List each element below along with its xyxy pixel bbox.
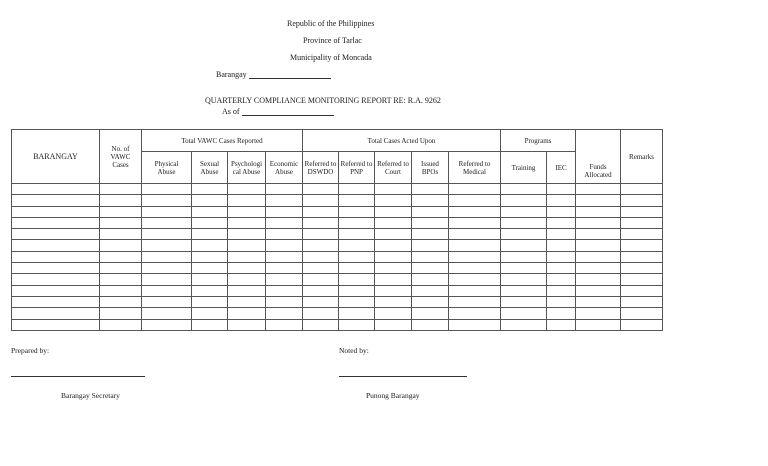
table-cell[interactable]: [142, 184, 192, 195]
table-cell[interactable]: [303, 274, 339, 285]
table-cell[interactable]: [266, 229, 303, 240]
table-cell[interactable]: [547, 184, 576, 195]
table-cell[interactable]: [501, 296, 547, 307]
table-cell[interactable]: [192, 206, 228, 217]
table-cell[interactable]: [192, 229, 228, 240]
table-row: [12, 263, 663, 274]
table-cell[interactable]: [449, 217, 501, 228]
table-cell[interactable]: [449, 251, 501, 262]
table-cell[interactable]: [375, 229, 412, 240]
table-cell[interactable]: [303, 263, 339, 274]
table-cell[interactable]: [375, 296, 412, 307]
header-psychological-abuse: Psychological Abuse: [228, 152, 266, 184]
table-cell[interactable]: [449, 296, 501, 307]
table-cell[interactable]: [576, 285, 621, 296]
table-cell[interactable]: [339, 217, 375, 228]
table-cell[interactable]: [12, 263, 100, 274]
table-cell[interactable]: [339, 274, 375, 285]
table-cell[interactable]: [501, 274, 547, 285]
table-cell[interactable]: [621, 296, 663, 307]
table-row: [12, 296, 663, 307]
table-cell[interactable]: [576, 217, 621, 228]
table-cell[interactable]: [228, 251, 266, 262]
table-cell[interactable]: [303, 195, 339, 206]
table-cell[interactable]: [266, 319, 303, 330]
table-cell[interactable]: [621, 195, 663, 206]
as-of-blank-line[interactable]: [242, 107, 334, 116]
table-cell[interactable]: [547, 229, 576, 240]
table-cell[interactable]: [449, 274, 501, 285]
table-cell[interactable]: [142, 274, 192, 285]
table-cell[interactable]: [228, 319, 266, 330]
table-cell[interactable]: [142, 285, 192, 296]
table-cell[interactable]: [228, 296, 266, 307]
table-cell[interactable]: [142, 240, 192, 251]
table-cell[interactable]: [192, 195, 228, 206]
table-cell[interactable]: [266, 251, 303, 262]
barangay-blank-line[interactable]: [249, 70, 331, 79]
table-cell[interactable]: [621, 229, 663, 240]
barangay-label: Barangay: [216, 70, 247, 79]
header-economic-abuse: Economic Abuse: [266, 152, 303, 184]
table-cell[interactable]: [303, 285, 339, 296]
table-cell[interactable]: [412, 319, 449, 330]
table-cell[interactable]: [576, 263, 621, 274]
table-cell[interactable]: [576, 251, 621, 262]
table-cell[interactable]: [547, 240, 576, 251]
header-referred-dswdo: Referred to DSWDO: [303, 152, 339, 184]
table-cell[interactable]: [501, 229, 547, 240]
table-cell[interactable]: [228, 263, 266, 274]
table-cell[interactable]: [100, 308, 142, 319]
table-cell[interactable]: [412, 240, 449, 251]
table-cell[interactable]: [547, 251, 576, 262]
table-cell[interactable]: [412, 184, 449, 195]
table-cell[interactable]: [339, 206, 375, 217]
noted-by-signature-line[interactable]: [339, 376, 467, 377]
table-cell[interactable]: [449, 319, 501, 330]
table-cell[interactable]: [576, 274, 621, 285]
table-cell[interactable]: [547, 274, 576, 285]
table-cell[interactable]: [228, 184, 266, 195]
report-title: QUARTERLY COMPLIANCE MONITORING REPORT RE: R.A. 9262: [205, 96, 441, 105]
table-cell[interactable]: [192, 184, 228, 195]
table-cell[interactable]: [547, 319, 576, 330]
table-cell[interactable]: [100, 263, 142, 274]
table-cell[interactable]: [547, 206, 576, 217]
table-cell[interactable]: [375, 319, 412, 330]
table-cell[interactable]: [142, 217, 192, 228]
prepared-by-label: Prepared by:: [11, 346, 50, 355]
table-row: [12, 217, 663, 228]
table-cell[interactable]: [501, 206, 547, 217]
table-cell[interactable]: [576, 319, 621, 330]
header-no-vawc-cases: No. of VAWC Cases: [100, 130, 142, 184]
table-cell[interactable]: [100, 251, 142, 262]
header-total-acted: Total Cases Acted Upon: [303, 130, 501, 152]
table-cell[interactable]: [621, 240, 663, 251]
table-cell[interactable]: [303, 251, 339, 262]
table-cell[interactable]: [339, 195, 375, 206]
table-cell[interactable]: [303, 308, 339, 319]
table-cell[interactable]: [412, 229, 449, 240]
header-issued-bpos: Issued BPOs: [412, 152, 449, 184]
table-row: [12, 319, 663, 330]
table-cell[interactable]: [266, 274, 303, 285]
table-cell[interactable]: [621, 308, 663, 319]
header-remarks: Remarks: [621, 130, 663, 184]
table-cell[interactable]: [12, 184, 100, 195]
table-cell[interactable]: [375, 240, 412, 251]
table-row: [12, 285, 663, 296]
table-cell[interactable]: [375, 217, 412, 228]
header-referred-pnp: Referred to PNP: [339, 152, 375, 184]
table-cell[interactable]: [375, 263, 412, 274]
table-cell[interactable]: [576, 308, 621, 319]
table-cell[interactable]: [449, 240, 501, 251]
compliance-report-table: [11, 129, 663, 331]
table-cell[interactable]: [449, 285, 501, 296]
table-cell[interactable]: [12, 195, 100, 206]
table-cell[interactable]: [501, 217, 547, 228]
table-row: [12, 229, 663, 240]
table-cell[interactable]: [142, 296, 192, 307]
header-training: Training: [501, 152, 547, 184]
noted-by-title: Punong Barangay: [366, 391, 420, 400]
table-cell[interactable]: [621, 184, 663, 195]
table-cell[interactable]: [266, 296, 303, 307]
table-cell[interactable]: [228, 229, 266, 240]
header-province: Province of Tarlac: [303, 36, 362, 45]
table-cell[interactable]: [375, 251, 412, 262]
table-cell[interactable]: [375, 308, 412, 319]
table-cell[interactable]: [339, 296, 375, 307]
header-referred-court: Referred to Court: [375, 152, 412, 184]
table-cell[interactable]: [621, 206, 663, 217]
table-cell[interactable]: [412, 296, 449, 307]
header-barangay: BARANGAY: [12, 130, 100, 184]
table-cell[interactable]: [547, 195, 576, 206]
table-cell[interactable]: [412, 206, 449, 217]
table-cell[interactable]: [12, 217, 100, 228]
table-cell[interactable]: [142, 251, 192, 262]
table-cell[interactable]: [142, 229, 192, 240]
header-sexual-abuse: Sexual Abuse: [192, 152, 228, 184]
table-cell[interactable]: [501, 240, 547, 251]
table-cell[interactable]: [266, 206, 303, 217]
table-cell[interactable]: [501, 195, 547, 206]
table-cell[interactable]: [621, 319, 663, 330]
table-cell[interactable]: [576, 206, 621, 217]
table-cell[interactable]: [12, 308, 100, 319]
prepared-by-title: Barangay Secretary: [61, 391, 120, 400]
table-cell[interactable]: [412, 263, 449, 274]
table-cell[interactable]: [192, 263, 228, 274]
header-funds-allocated: Funds Allocated: [576, 130, 621, 184]
table-cell[interactable]: [449, 229, 501, 240]
table-cell[interactable]: [228, 274, 266, 285]
table-cell[interactable]: [339, 240, 375, 251]
table-cell[interactable]: [339, 184, 375, 195]
table-cell[interactable]: [12, 240, 100, 251]
table-cell[interactable]: [266, 184, 303, 195]
table-cell[interactable]: [12, 285, 100, 296]
table-cell[interactable]: [192, 285, 228, 296]
table-cell[interactable]: [412, 251, 449, 262]
table-cell[interactable]: [501, 184, 547, 195]
table-cell[interactable]: [100, 184, 142, 195]
table-cell[interactable]: [303, 240, 339, 251]
table-cell[interactable]: [547, 285, 576, 296]
table-cell[interactable]: [192, 217, 228, 228]
table-cell[interactable]: [547, 296, 576, 307]
table-cell[interactable]: [303, 319, 339, 330]
table-cell[interactable]: [339, 308, 375, 319]
table-cell[interactable]: [576, 195, 621, 206]
table-cell[interactable]: [192, 308, 228, 319]
table-cell[interactable]: [100, 274, 142, 285]
table-cell[interactable]: [339, 285, 375, 296]
table-cell[interactable]: [621, 274, 663, 285]
table-cell[interactable]: [501, 251, 547, 262]
table-cell[interactable]: [100, 195, 142, 206]
prepared-by-signature-line[interactable]: [11, 376, 145, 377]
barangay-field[interactable]: [216, 70, 247, 79]
table-cell[interactable]: [621, 217, 663, 228]
report-table-body: [12, 184, 663, 331]
table-cell[interactable]: [142, 319, 192, 330]
table-cell[interactable]: [12, 319, 100, 330]
table-cell[interactable]: [303, 229, 339, 240]
table-cell[interactable]: [266, 240, 303, 251]
table-cell[interactable]: [547, 263, 576, 274]
table-cell[interactable]: [266, 217, 303, 228]
table-cell[interactable]: [12, 229, 100, 240]
table-cell[interactable]: [228, 217, 266, 228]
table-row: [12, 251, 663, 262]
header-physical-abuse: Physical Abuse: [142, 152, 192, 184]
table-cell[interactable]: [100, 217, 142, 228]
table-cell[interactable]: [576, 184, 621, 195]
table-cell[interactable]: [192, 319, 228, 330]
table-cell[interactable]: [12, 274, 100, 285]
table-cell[interactable]: [412, 195, 449, 206]
table-cell[interactable]: [412, 285, 449, 296]
table-cell[interactable]: [449, 195, 501, 206]
table-row: [12, 184, 663, 195]
table-cell[interactable]: [266, 285, 303, 296]
header-total-reported: Total VAWC Cases Reported: [142, 130, 303, 152]
table-row: [12, 274, 663, 285]
table-cell[interactable]: [266, 195, 303, 206]
noted-by-label: Noted by:: [339, 346, 369, 355]
header-republic: Republic of the Philippines: [287, 19, 375, 28]
table-cell[interactable]: [100, 229, 142, 240]
table-cell[interactable]: [375, 274, 412, 285]
table-cell[interactable]: [192, 274, 228, 285]
table-cell[interactable]: [375, 195, 412, 206]
table-cell[interactable]: [576, 240, 621, 251]
table-row: [12, 195, 663, 206]
table-cell[interactable]: [501, 319, 547, 330]
table-cell[interactable]: [192, 240, 228, 251]
table-row: [12, 308, 663, 319]
table-cell[interactable]: [339, 251, 375, 262]
table-cell[interactable]: [100, 206, 142, 217]
table-cell[interactable]: [449, 206, 501, 217]
table-cell[interactable]: [266, 263, 303, 274]
table-cell[interactable]: [576, 229, 621, 240]
table-cell[interactable]: [339, 319, 375, 330]
table-cell[interactable]: [142, 308, 192, 319]
table-cell[interactable]: [228, 206, 266, 217]
table-cell[interactable]: [449, 184, 501, 195]
table-cell[interactable]: [228, 240, 266, 251]
table-cell[interactable]: [100, 319, 142, 330]
table-cell[interactable]: [303, 217, 339, 228]
table-row: [12, 206, 663, 217]
table-cell[interactable]: [621, 251, 663, 262]
table-cell[interactable]: [375, 184, 412, 195]
table-cell[interactable]: [192, 251, 228, 262]
table-cell[interactable]: [100, 296, 142, 307]
header-programs: Programs: [501, 130, 576, 152]
table-cell[interactable]: [375, 285, 412, 296]
table-cell[interactable]: [449, 263, 501, 274]
table-cell[interactable]: [142, 195, 192, 206]
table-cell[interactable]: [100, 240, 142, 251]
table-cell[interactable]: [621, 263, 663, 274]
table-cell[interactable]: [412, 274, 449, 285]
table-cell[interactable]: [12, 206, 100, 217]
table-cell[interactable]: [375, 206, 412, 217]
table-cell[interactable]: [412, 308, 449, 319]
table-cell[interactable]: [501, 285, 547, 296]
table-cell[interactable]: [449, 308, 501, 319]
table-cell[interactable]: [303, 206, 339, 217]
table-cell[interactable]: [501, 263, 547, 274]
table-cell[interactable]: [501, 308, 547, 319]
table-cell[interactable]: [339, 229, 375, 240]
table-cell[interactable]: [228, 308, 266, 319]
header-municipality: Municipality of Moncada: [290, 53, 372, 62]
table-cell[interactable]: [12, 251, 100, 262]
table-cell[interactable]: [192, 296, 228, 307]
table-row: [12, 240, 663, 251]
table-cell[interactable]: [576, 296, 621, 307]
header-iec: IEC: [547, 152, 576, 184]
header-referred-medical: Referred to Medical: [449, 152, 501, 184]
table-cell[interactable]: [228, 285, 266, 296]
table-cell[interactable]: [621, 285, 663, 296]
table-cell[interactable]: [100, 285, 142, 296]
table-cell[interactable]: [266, 308, 303, 319]
table-cell[interactable]: [142, 206, 192, 217]
table-cell[interactable]: [303, 184, 339, 195]
as-of-field[interactable]: [222, 107, 240, 116]
table-cell[interactable]: [12, 296, 100, 307]
table-cell[interactable]: [303, 296, 339, 307]
as-of-label: As of: [222, 107, 240, 116]
table-cell[interactable]: [547, 308, 576, 319]
table-cell[interactable]: [339, 263, 375, 274]
table-cell[interactable]: [142, 263, 192, 274]
table-cell[interactable]: [547, 217, 576, 228]
table-cell[interactable]: [228, 195, 266, 206]
table-cell[interactable]: [412, 217, 449, 228]
